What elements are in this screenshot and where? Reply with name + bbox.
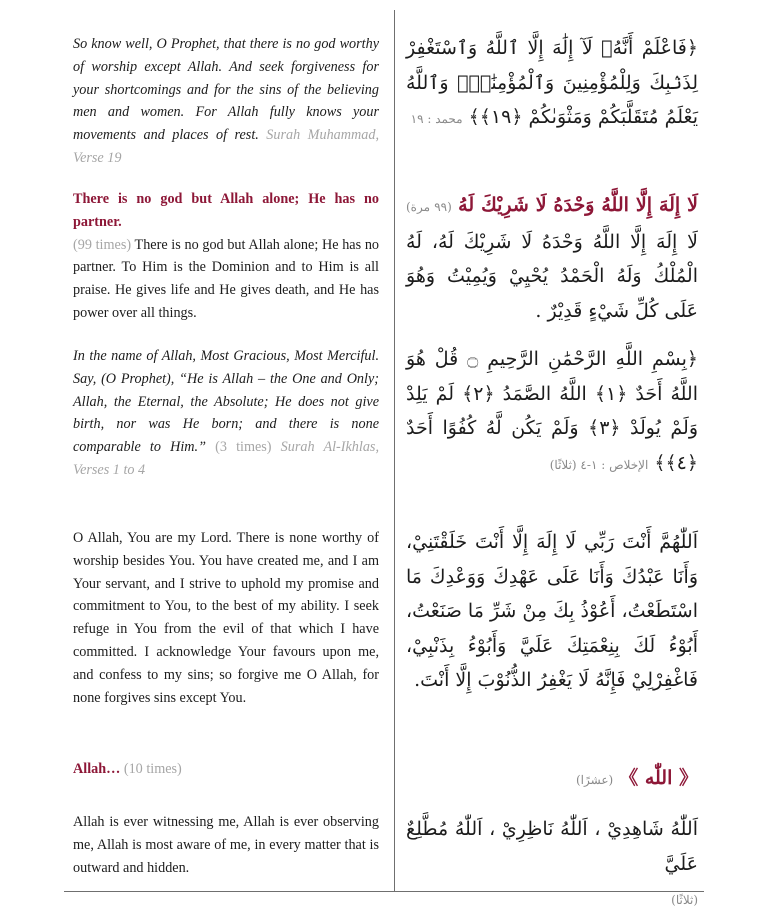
verse-muhammad-19-translation (73, 33, 379, 170)
allah-dhikr-arabic (406, 761, 698, 798)
arabic-heading: 《 اللّٰه 》 (619, 767, 698, 789)
tahleel-arabic (406, 188, 698, 328)
translation-text: In the name of Allah, Most Gracious, Most Merciful. Say, (O Prophet), “He is Allah – the One and Only; Allah, the Eternal, the Absolute; He does not give birth, nor was He born; and there is none comparable to Him.” (73, 348, 379, 456)
column-divider (394, 10, 395, 892)
ikhlas-translation (73, 345, 379, 482)
allah-witness-translation (73, 811, 379, 879)
arabic-text: لَا إِلَهَ إِلَّا اللَّهُ وَحْدَهُ لَا شَرِيْكَ لَهُ، لَهُ الْمُلْكُ وَلَهُ الْحَمْدُ يُحْيِيْ وَيُمِيْتُ وَهُوَ عَلَى كُلِّ شَيْءٍ قَدِيْرٌ . (406, 230, 698, 322)
arabic-text: ﴿بِسْمِ اللَّهِ الرَّحْمَٰنِ الرَّحِيمِ ۝ قُلْ هُوَ اللَّهُ أَحَدٌ ﴿١﴾ اللَّهُ الصَّمَدُ ﴿٢﴾ لَمْ يَلِدْ وَلَمْ يُولَدْ ﴿٣﴾ وَلَمْ يَكُن لَّهُ كُفُوًا أَحَدٌ ﴿٤﴾﴾ (406, 348, 699, 474)
arabic-reference: الإخلاص : ١-٤ (ثلاثًا) (549, 457, 649, 472)
arabic-count: (٩٩ مرة) (406, 200, 452, 214)
verse-reference: Surah Muhammad, Verse 19 (73, 127, 379, 166)
repeat-count: (3 times) (215, 439, 272, 456)
arabic-heading: لَا إِلَهَ إِلَّا اللَّهُ وَحْدَهُ لَا شَرِيْكَ لَهُ (458, 194, 698, 216)
allah-witness-arabic (406, 812, 698, 918)
ikhlas-arabic (406, 342, 698, 482)
translation-text: There is no god but Allah alone; He has no partner. To Him is the Dominion and to Him is all praise. He gives life and He gives death, and He has power over all things. (73, 236, 380, 321)
sayyid-al-istighfar-arabic (406, 525, 698, 698)
allah-dhikr-translation (73, 758, 379, 781)
arabic-text: اَللّٰهُمَّ أَنْتَ رَبِّي لَا إِلَهَ إِلَّا أَنْتَ خَلَقْتَنِيْ، وَأَنَا عَبْدُكَ وَأَنَا عَلَى عَهْدِكَ وَوَعْدِكَ مَا اسْتَطَعْتُ، أَعُوْذُ بِكَ مِنْ شَرِّ مَا صَنَعْتُ، أَبُوْءُ لَكَ بِنِعْمَتِكَ عَلَيَّ وَأَبُوْءُ بِذَنْبِيْ، فَاغْفِرْلِيْ فَإِنَّهُ لَا يَغْفِرُ الذُّنُوْبَ إِلَّا أَنْتَ. (406, 531, 698, 691)
translation-text: Allah is ever witnessing me, Allah is ever observing me, Allah is most aware of me, in every matter that is outward and hidden. (73, 814, 379, 876)
arabic-text: ﴿فَاعْلَمْ أَنَّهُۥ لَآ إِلَٰهَ إِلَّا ٱللَّهُ وَٱسْتَغْفِرْ لِذَنۢبِكَ وَلِلْمُؤْمِنِينَ وَٱلْمُؤْمِنَٰتِۗ وَٱللَّهُ يَعْلَمُ مُتَقَلَّبَكُمْ وَمَثْوَىٰكُمْ ﴿١٩﴾﴾ (406, 37, 698, 128)
arabic-reference: محمد : ١٩ (410, 112, 463, 126)
repeat-count: (10 times) (123, 761, 182, 777)
arabic-count: (عشرًا) (575, 773, 614, 787)
arabic-text: اَللّٰهُ شَاهِدِيْ ، اَللّٰهُ نَاظِرِيْ ، اَللّٰهُ مُطَّلِعٌ عَلَيَّ (406, 818, 698, 875)
translation-text: So know well, O Prophet, that there is no god worthy of worship except Allah. And seek forgiveness for your shortcomings and for the sins of the believing men and women. For Allah fully knows your movements and places of rest. (73, 36, 379, 144)
verse-muhammad-19-arabic (406, 31, 698, 137)
repeat-count: (99 times) (73, 236, 132, 253)
verse-reference: Surah Al-Ikhlas, Verses 1 to 4 (73, 439, 380, 478)
dhikr-heading: Allah… (73, 761, 121, 777)
sayyid-al-istighfar-translation (73, 527, 379, 709)
dhikr-heading: There is no god but Allah alone; He has no partner. (73, 191, 379, 230)
translation-text: O Allah, You are my Lord. There is none worthy of worship besides You. You have created me, and I am Your servant, and I strive to uphold my promise and commitment to You, to the best of my ability. I seek refuge in You from the evil of that which I have committed. I acknowledge Your favours upon me, and confess to my sins; so forgive me O Allah, for none forgives sins except You. (73, 530, 379, 706)
arabic-count: (ثلاثًا) (671, 893, 698, 907)
tahleel-translation (73, 188, 379, 325)
